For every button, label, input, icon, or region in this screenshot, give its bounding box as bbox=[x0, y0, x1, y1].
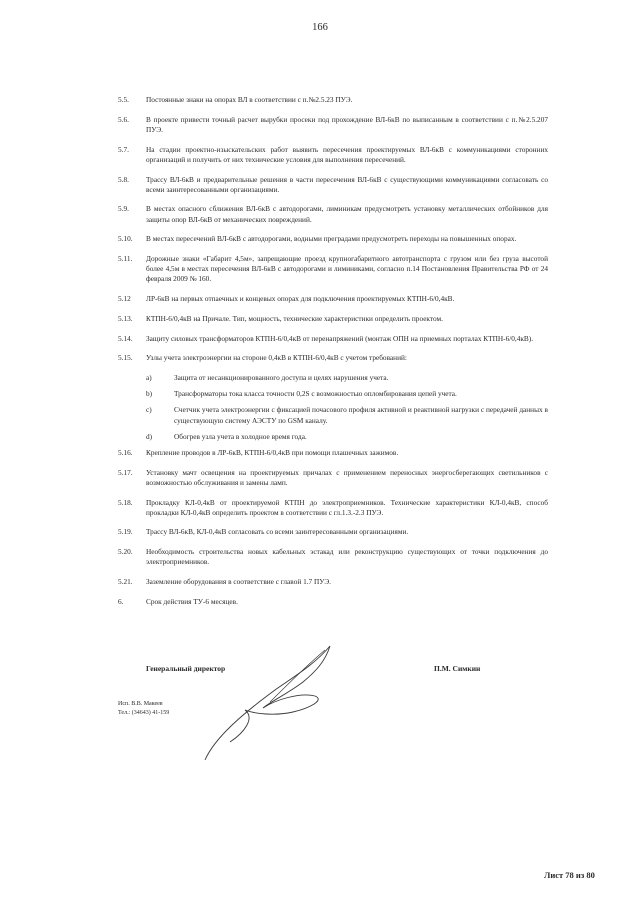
list-item-text: В местах опасного сближения ВЛ-6кВ с автодорогами, лиминикам предусмотреть установку металлических отбойников для защиты опор ВЛ-6кВ от механических повреждений. bbox=[146, 204, 548, 224]
list-item-number: 5.18. bbox=[118, 497, 133, 507]
executor-phone: Тел.: (34643) 41-159 bbox=[118, 710, 170, 716]
list-item bbox=[118, 204, 548, 224]
list-item bbox=[118, 527, 548, 537]
list-item-number: 5.21. bbox=[118, 577, 133, 587]
executor-name: Исп. В.В. Макеев bbox=[118, 701, 163, 707]
list-item bbox=[118, 314, 548, 324]
list-item-number: 5.9. bbox=[118, 204, 129, 214]
sub-item-text: Обогрев узла учета в холодное время года. bbox=[174, 431, 307, 441]
list-item bbox=[118, 334, 548, 344]
requirements-list bbox=[118, 95, 548, 617]
list-item-number: 5.5. bbox=[118, 95, 129, 104]
sub-item-number: d) bbox=[146, 431, 153, 441]
list-item-text: Срок действия ТУ-6 месяцев. bbox=[146, 596, 238, 606]
list-item-text: На стадии проектно-изыскательских работ выявить пересечения проектируемых ВЛ-6кВ с коммуникациями сторонних организаций и получить от них технические условия для выполнения пересечений. bbox=[146, 144, 548, 164]
sub-item bbox=[146, 389, 548, 399]
list-item-number: 5.19. bbox=[118, 527, 133, 537]
list-item bbox=[118, 547, 548, 567]
sub-item-text: Защита от несанкционированного доступа и целях нарушения учета. bbox=[174, 372, 389, 382]
list-item-number: 5.10. bbox=[118, 234, 133, 244]
list-item-number: 5.20. bbox=[118, 547, 133, 557]
list-item bbox=[118, 353, 548, 363]
list-item bbox=[118, 175, 548, 195]
sub-item bbox=[146, 373, 548, 383]
list-item-text: Трассу ВЛ-6кВ, КЛ-0,4кВ согласовать со всеми заинтересованными организациями. bbox=[146, 527, 409, 537]
page-number: 166 bbox=[312, 22, 328, 33]
list-item bbox=[118, 95, 548, 105]
signer-name: П.М. Симкин bbox=[434, 664, 481, 673]
list-item bbox=[118, 498, 548, 518]
list-item bbox=[118, 597, 548, 607]
list-item-number: 5.8. bbox=[118, 174, 129, 184]
list-item-text: Необходимость строительства новых кабельных эстакад или реконструкцию существующих от точки подключения до электроприемников. bbox=[146, 547, 548, 567]
sub-item-number: b) bbox=[146, 389, 153, 399]
list-item-text: Прокладку КЛ-0,4кВ от проектируемой КТПН до электроприемников. Технические характеристики КЛ-0,4кВ, способ прокладки КЛ-0,4кВ определить проектом в соответствии с гл.1.3.-2.3 ПУЭ. bbox=[146, 497, 548, 517]
list-item bbox=[118, 234, 548, 244]
list-item-text: Узлы учета электроэнергии на стороне 0,4кВ в КТПН-6/0,4кВ с учетом требований: bbox=[146, 353, 407, 363]
sub-item bbox=[146, 405, 548, 425]
list-item bbox=[118, 448, 548, 458]
list-item bbox=[118, 577, 548, 587]
list-item bbox=[118, 294, 548, 304]
list-item-number: 5.11. bbox=[118, 254, 133, 264]
list-item-text: Установку мачт освещения на проектируемых причалах с применением переносных энергосберегающих светильников с возможностью обслуживания и замены ламп. bbox=[146, 467, 548, 487]
list-item-text: КТПН-6/0,4кВ на Причале. Тип, мощность, технические характеристики определить проектом. bbox=[146, 313, 443, 323]
list-item bbox=[118, 115, 548, 135]
list-item-text: Дорожные знаки «Габарит 4,5м», запрещающие проезд крупногабаритного автотранспорта с грузом или без груза высотой более 4,5м в местах пересечения ВЛ-6кВ с автодорогами и лиминиками, согласно п.14 Постановления Правительства РФ от 24 февраля 2009 № 160. bbox=[146, 254, 548, 284]
sub-item-number: a) bbox=[146, 372, 152, 382]
list-item bbox=[118, 145, 548, 165]
sub-item-text: Счетчик учета электроэнергии с фиксацией почасового профиля активной и реактивной нагрузки с передачей данных в существующую систему АЭСТУ по GSM каналу. bbox=[174, 405, 548, 425]
list-item-number: 5.7. bbox=[118, 144, 129, 154]
list-item-number: 6. bbox=[118, 596, 124, 606]
executor-info bbox=[118, 700, 169, 718]
sub-item-number: c) bbox=[146, 405, 152, 415]
list-item-number: 5.12 bbox=[118, 294, 131, 304]
list-item-number: 5.6. bbox=[118, 114, 129, 124]
list-item-number: 5.13. bbox=[118, 313, 133, 323]
list-item-number: 5.17. bbox=[118, 467, 133, 477]
list-item-text: Крепление проводов в ЛР-6кВ, КТПН-6/0,4кВ при помощи плашечных зажимов. bbox=[146, 447, 399, 457]
list-item-text: Трассу ВЛ-6кВ и предварительные решения в части пересечения ВЛ-6кВ с существующими коммуникациями согласовать со всеми заинтересованными организациями. bbox=[146, 174, 548, 194]
signer-position: Генеральный директор bbox=[146, 664, 226, 673]
list-item-text: В местах пересечений ВЛ-6кВ с автодорогами, водными преградами предусмотреть переходы на повышенных опорах. bbox=[146, 234, 517, 244]
list-item-text: ЛР-6кВ на первых отпаечных и концевых опорах для подключения проектируемых КТПН-6/0,4кВ. bbox=[146, 294, 455, 304]
list-item-text: Защиту силовых трансформаторов КТПН-6/0,4кВ от перенапряжений (монтаж ОПН на приемных порталах КТПН-6/0,4кВ). bbox=[146, 333, 534, 343]
list-item-number: 5.16. bbox=[118, 447, 133, 457]
sheet-number: Лист 78 из 80 bbox=[544, 870, 595, 880]
list-item-number: 5.14. bbox=[118, 333, 133, 343]
list-item-number: 5.15. bbox=[118, 353, 133, 363]
list-item bbox=[118, 254, 548, 285]
handwritten-signature bbox=[175, 642, 365, 762]
list-item-text: Заземление оборудования в соответствие с главой 1.7 ПУЭ. bbox=[146, 577, 331, 587]
list-item bbox=[118, 468, 548, 488]
sub-item bbox=[146, 432, 548, 442]
list-item-text: Постоянные знаки на опорах ВЛ в соответствии с п.№2.5.23 ПУЭ. bbox=[146, 95, 353, 104]
list-item-text: В проекте привести точный расчет вырубки просеки под прохождение ВЛ-6кВ по выписанным в соответствии с п.№2.5.207 ПУЭ. bbox=[146, 114, 548, 134]
sub-item-text: Трансформаторы тока класса точности 0,2S с возможностью опломбирования цепей учета. bbox=[174, 389, 457, 399]
